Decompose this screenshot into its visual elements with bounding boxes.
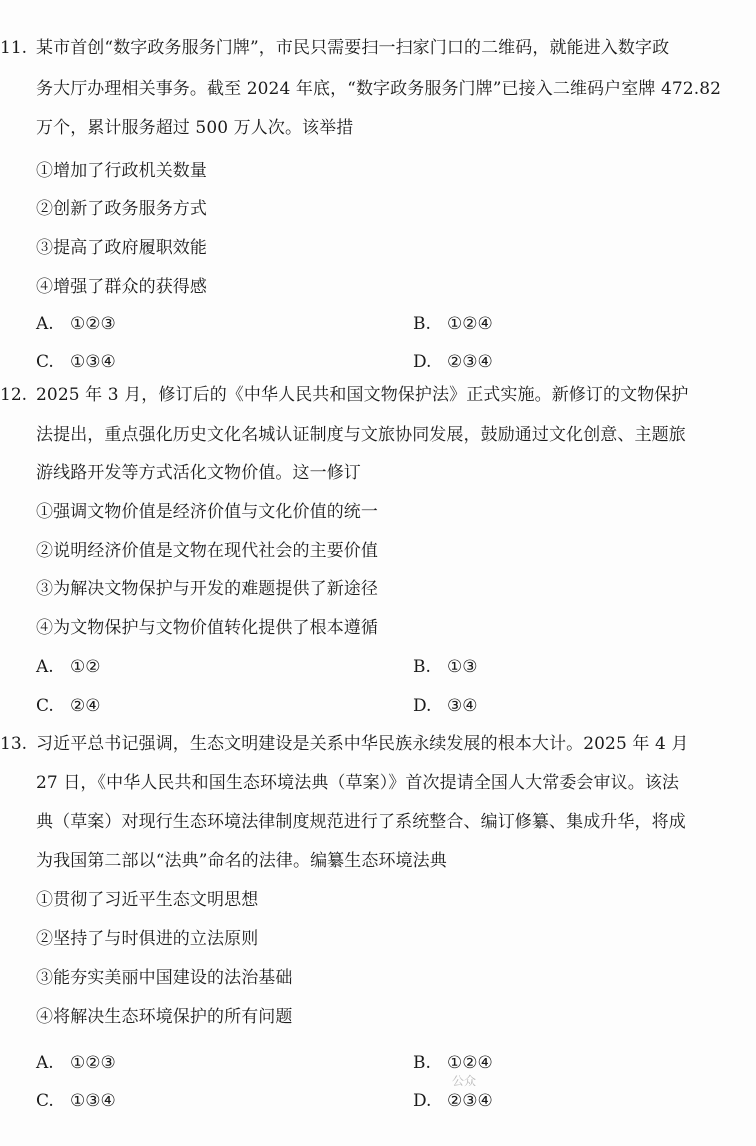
option-b[interactable]: [413, 313, 493, 335]
statement-3: ③提高了政府履职效能: [36, 238, 207, 258]
option-value: ①③④: [70, 1091, 116, 1111]
option-label: D.: [413, 352, 432, 372]
statement-3: ③能夯实美丽中国建设的法治基础: [36, 968, 293, 988]
option-value: ②③④: [447, 352, 493, 372]
option-label: C.: [36, 1091, 54, 1111]
option-label: B.: [413, 657, 431, 677]
option-value: ②③④: [447, 1091, 493, 1111]
option-value: ①②: [70, 657, 101, 677]
stem-line: 游线路开发等方式活化文物价值。这一修订: [36, 463, 361, 483]
option-c[interactable]: [36, 351, 116, 373]
question-number: 13.: [0, 734, 28, 754]
stem-line: 万个，累计服务超过 500 万人次。该举措: [36, 118, 354, 138]
option-d[interactable]: [413, 695, 477, 717]
stem-line: 习近平总书记强调，生态文明建设是关系中华民族永续发展的根本大计。2025 年 4 月: [36, 734, 689, 754]
statement-4: ④增强了群众的获得感: [36, 277, 207, 297]
option-c[interactable]: [36, 1090, 116, 1112]
stem-line: 27 日，《中华人民共和国生态环境法典（草案）》首次提请全国人大常委会审议。该法: [36, 773, 680, 793]
option-a[interactable]: [36, 1052, 116, 1074]
stem-line: 2025 年 3 月，修订后的《中华人民共和国文物保护法》正式实施。新修订的文物保护: [36, 385, 689, 405]
statement-4: ④将解决生态环境保护的所有问题: [36, 1007, 293, 1027]
option-value: ①②③: [70, 1053, 116, 1073]
stem-line: 务大厅办理相关事务。截至 2024 年底，“数字政务服务门牌”已接入二维码户室牌 472.82: [36, 79, 722, 99]
option-label: C.: [36, 352, 54, 372]
option-a[interactable]: [36, 313, 116, 335]
stem-line: 典（草案）对现行生态环境法律制度规范进行了系统整合、编订修纂、集成升华，将成: [36, 812, 686, 832]
statement-1: ①增加了行政机关数量: [36, 161, 207, 181]
option-label: B.: [413, 1053, 431, 1073]
option-label: A.: [36, 1053, 54, 1073]
option-label: A.: [36, 314, 54, 334]
stem-line: 某市首创“数字政务服务门牌”，市民只需要扫一扫家门口的二维码，就能进入数字政: [36, 38, 670, 58]
statement-2: ②说明经济价值是文物在现代社会的主要价值: [36, 541, 378, 561]
question-number: 11.: [0, 38, 28, 58]
option-label: D.: [413, 1091, 432, 1111]
option-label: B.: [413, 314, 431, 334]
option-value: ①②④: [447, 314, 493, 334]
option-b[interactable]: [413, 1052, 493, 1074]
option-label: A.: [36, 657, 54, 677]
statement-4: ④为文物保护与文物价值转化提供了根本遵循: [36, 618, 378, 638]
statement-2: ②坚持了与时俱进的立法原则: [36, 929, 259, 949]
statement-1: ①贯彻了习近平生态文明思想: [36, 890, 259, 910]
stem-line: 为我国第二部以“法典”命名的法律。编纂生态环境法典: [36, 851, 447, 871]
option-label: C.: [36, 696, 54, 716]
option-c[interactable]: [36, 695, 100, 717]
option-d[interactable]: [413, 351, 493, 373]
option-value: ①②③: [70, 314, 116, 334]
option-b[interactable]: [413, 656, 477, 678]
statement-3: ③为解决文物保护与开发的难题提供了新途径: [36, 579, 378, 599]
option-value: ①③: [447, 657, 478, 677]
option-value: ①②④: [447, 1053, 493, 1073]
watermark: 公众: [452, 1074, 477, 1088]
option-value: ③④: [447, 696, 478, 716]
option-value: ①③④: [70, 352, 116, 372]
statement-2: ②创新了政务服务方式: [36, 199, 207, 219]
stem-line: 法提出，重点强化历史文化名城认证制度与文旅协同发展，鼓励通过文化创意、主题旅: [36, 425, 686, 445]
question-number: 12.: [0, 385, 28, 405]
statement-1: ①强调文物价值是经济价值与文化价值的统一: [36, 502, 378, 522]
option-a[interactable]: [36, 656, 100, 678]
option-d[interactable]: [413, 1090, 493, 1112]
option-value: ②④: [70, 696, 101, 716]
option-label: D.: [413, 696, 432, 716]
